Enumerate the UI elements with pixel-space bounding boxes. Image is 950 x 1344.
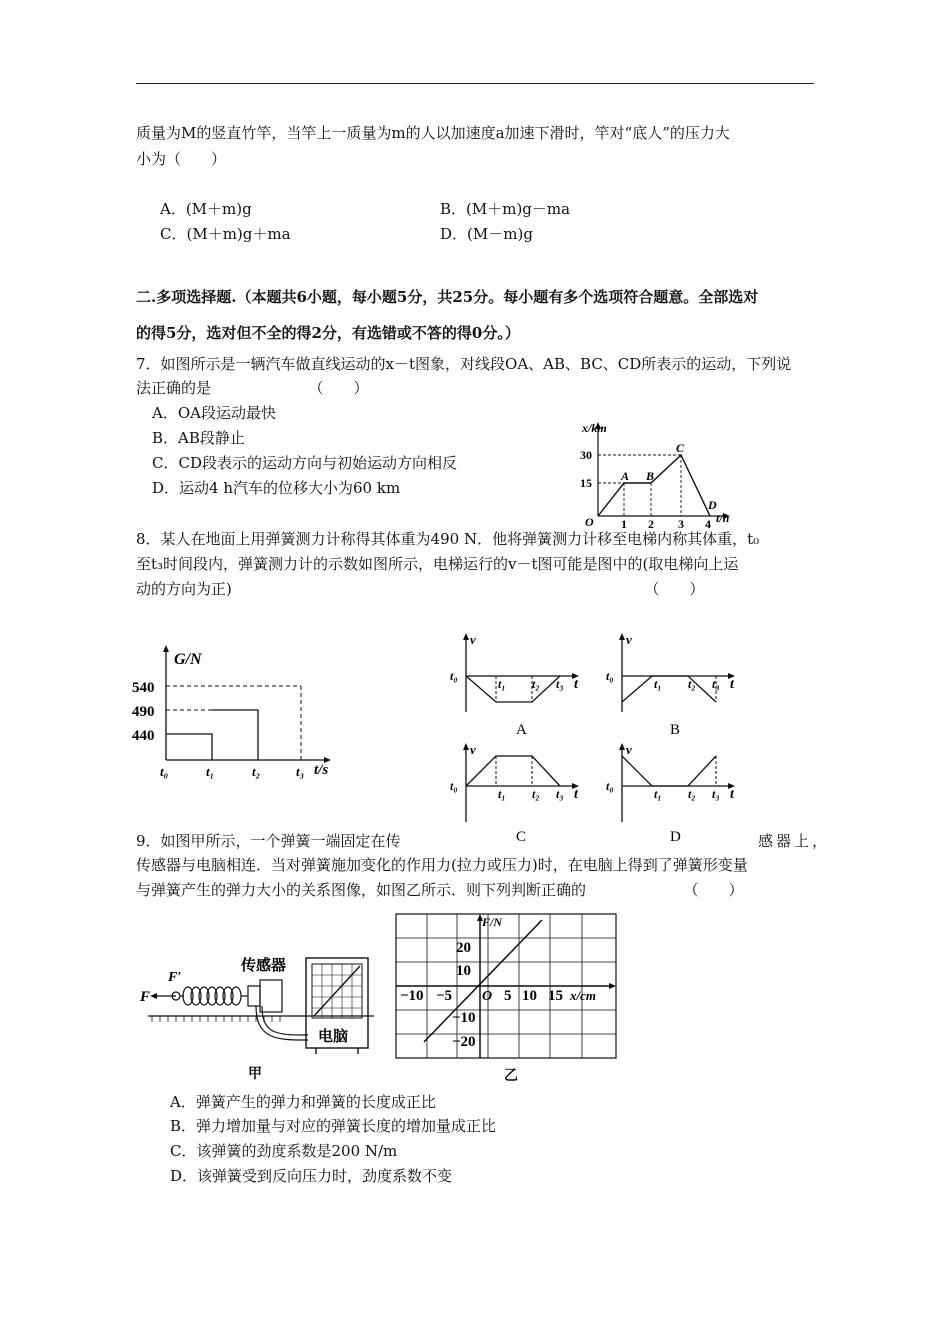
- q8-vt-a-t3: t₃: [556, 677, 564, 691]
- q7-graph-xtick-1: 1: [621, 517, 627, 530]
- q9-jia-force-prime-label: F′: [168, 970, 182, 985]
- q9-yi-origin: O: [482, 989, 493, 1004]
- q8-vt-d-xlabel: t: [730, 787, 734, 802]
- q9-stem-line1-right: 感器上，: [758, 832, 831, 850]
- q8-vt-c-xlabel: t: [574, 787, 578, 802]
- q7-graph-xlabel: t/h: [716, 511, 730, 525]
- section2-heading-line2: 的得5分，选对但不全的得2分，有选错或不答的得0分。）: [136, 324, 520, 342]
- q9-stem-line1-left: 9．如图甲所示，一个弹簧一端固定在传: [136, 832, 401, 850]
- q9-yi-xtick-neg5: −5: [436, 988, 453, 1004]
- q7-graph-xtick-2: 2: [648, 517, 654, 530]
- q9-stem-line2: 传感器与电脑相连．当对弹簧施加变化的作用力(拉力或压力)时，在电脑上得到了弹簧形变量: [136, 856, 748, 874]
- q9-yi-ylabel: F/N: [482, 915, 503, 929]
- q9-option-b: B．弹力增加量与对应的弹簧长度的增加量成正比: [170, 1117, 497, 1135]
- q8-g-graph: [130, 640, 350, 780]
- q6-stem-line2: 小为（ ）: [136, 150, 227, 168]
- q8-g-graph-xtick-t1: t₁: [206, 764, 215, 779]
- q7-graph-point-d: D: [708, 498, 717, 512]
- q8-g-graph-xtick-t0: t₀: [160, 764, 169, 779]
- q8-g-graph-xtick-t2: t₂: [252, 764, 261, 779]
- q7-graph-ylabel: x/km: [582, 421, 607, 435]
- q7-graph-origin: O: [585, 515, 594, 529]
- q8-g-graph-ytick-540: 540: [132, 680, 155, 696]
- q8-vt-d-ylabel: v: [626, 742, 632, 757]
- q8-vt-d-t2: t₂: [688, 787, 696, 801]
- q8-vt-d-t0: t₀: [606, 779, 614, 793]
- q7-stem-line2: 法正确的是 （ ）: [136, 379, 369, 397]
- q8-vt-b-t3: t₃: [712, 677, 720, 691]
- q8-g-graph-ylabel: G/N: [174, 651, 202, 668]
- q8-stem-line2: 至t₃时间段内，弹簧测力计的示数如图所示，电梯运行的v－t图可能是图中的(取电梯向上运: [136, 555, 739, 573]
- q7-option-c: C．CD段表示的运动方向与初始运动方向相反: [152, 454, 457, 472]
- q7-option-d: D．运动4 h汽车的位移大小为60 km: [152, 479, 401, 497]
- q9-yi-xtick-15: 15: [548, 988, 563, 1004]
- q9-stem-line3: 与弹簧产生的弹力大小的关系图像，如图乙所示．则下列判断正确的 （ ）: [136, 881, 744, 899]
- q9-yi-ytick-10: 10: [456, 963, 471, 979]
- q8-vt-graph-a: [448, 628, 588, 740]
- q6-option-b: B．(M＋m)g－ma: [440, 200, 571, 218]
- q9-yi-ytick-neg10: −10: [452, 1010, 476, 1026]
- q9-yi-xlabel: x/cm: [570, 988, 596, 1003]
- q8-vt-c-t0: t₀: [450, 779, 458, 793]
- q9-jia-force-label: F: [140, 989, 151, 1005]
- q8-stem-line3: 动的方向为正) （ ）: [136, 580, 705, 598]
- section2-heading-line1: 二.多项选择题.（本题共6小题，每小题5分，共25分。每小题有多个选项符合题意。全部选对: [136, 288, 759, 306]
- q6-stem-line1: 质量为M的竖直竹竿，当竿上一质量为m的人以加速度a加速下滑时，竿对“底人”的压力大: [136, 124, 730, 142]
- q9-jia-caption: 甲: [248, 1067, 262, 1082]
- q8-vt-graph-d: [604, 738, 744, 850]
- q8-vt-b-ylabel: v: [626, 632, 632, 647]
- q7-graph-point-a: A: [621, 469, 630, 483]
- q7-option-a: A．OA段运动最快: [152, 404, 276, 422]
- q8-vt-b-label: B: [670, 722, 681, 738]
- q6-option-a: A．(M＋m)g: [160, 200, 252, 218]
- q7-graph-ytick-30: 30: [580, 448, 592, 462]
- q9-yi-caption: 乙: [504, 1069, 518, 1084]
- q8-vt-a-ylabel: v: [470, 632, 476, 647]
- q9-jia-computer-label: 电脑: [318, 1029, 349, 1045]
- q8-vt-b-t2: t₂: [688, 677, 696, 691]
- q8-vt-a-t2: t₂: [532, 677, 540, 691]
- q8-vt-c-t3: t₃: [556, 787, 564, 801]
- q8-vt-graph-b: [604, 628, 744, 740]
- q7-xt-graph: [570, 418, 740, 530]
- q8-g-graph-ytick-440: 440: [132, 728, 155, 744]
- q9-option-a: A．弹簧产生的弹力和弹簧的长度成正比: [170, 1093, 436, 1111]
- q6-option-c: C．(M＋m)g＋ma: [160, 225, 291, 243]
- q8-g-graph-xlabel: t/s: [314, 762, 329, 778]
- q7-graph-point-c: C: [676, 441, 685, 455]
- q9-yi-ytick-20: 20: [456, 940, 471, 956]
- q7-graph-ytick-15: 15: [580, 476, 592, 490]
- q8-vt-d-t1: t₁: [654, 787, 662, 801]
- q8-vt-a-xlabel: t: [574, 677, 578, 692]
- q7-graph-point-b: B: [646, 469, 655, 483]
- q9-fig-yi: [394, 912, 618, 1086]
- header-rule: [136, 83, 814, 84]
- q8-g-graph-xtick-t3: t₃: [296, 764, 305, 779]
- q6-option-d: D．(M－m)g: [440, 225, 533, 243]
- q8-vt-b-t1: t₁: [654, 677, 662, 691]
- q9-yi-xtick-5: 5: [504, 988, 512, 1004]
- q8-vt-c-t1: t₁: [498, 787, 506, 801]
- q9-yi-ytick-neg20: −20: [452, 1034, 476, 1050]
- q8-g-graph-ytick-490: 490: [132, 704, 155, 720]
- q9-option-c: C．该弹簧的劲度系数是200 N/m: [170, 1142, 398, 1160]
- q8-vt-a-t0: t₀: [450, 669, 458, 683]
- q8-stem-line1: 8．某人在地面上用弹簧测力计称得其体重为490 N．他将弹簧测力计移至电梯内称其体重，t₀: [136, 530, 760, 548]
- q8-vt-a-t1: t₁: [498, 677, 506, 691]
- q9-jia-sensor-label: 传感器: [241, 958, 287, 974]
- q7-option-b: B．AB段静止: [152, 429, 245, 447]
- q8-vt-c-t2: t₂: [532, 787, 540, 801]
- q7-graph-xtick-4: 4: [705, 517, 711, 530]
- q9-yi-xtick-neg10: −10: [400, 988, 424, 1004]
- q9-yi-xtick-10: 10: [522, 988, 537, 1004]
- q7-stem-line1: 7．如图所示是一辆汽车做直线运动的x－t图象，对线段OA、AB、BC、CD所表示的运动，下列说: [136, 355, 792, 373]
- q8-vt-b-xlabel: t: [730, 677, 734, 692]
- q8-vt-b-t0: t₀: [606, 669, 614, 683]
- q8-vt-c-ylabel: v: [470, 742, 476, 757]
- q8-vt-a-label: A: [516, 722, 527, 738]
- q8-vt-d-t3: t₃: [712, 787, 720, 801]
- q9-option-d: D．该弹簧受到反向压力时，劲度系数不变: [170, 1167, 453, 1185]
- q8-vt-d-label: D: [670, 829, 681, 845]
- q9-fig-jia: [138, 940, 378, 1086]
- q8-vt-c-label: C: [516, 829, 527, 845]
- q7-graph-xtick-3: 3: [678, 517, 684, 530]
- q8-vt-graph-c: [448, 738, 588, 850]
